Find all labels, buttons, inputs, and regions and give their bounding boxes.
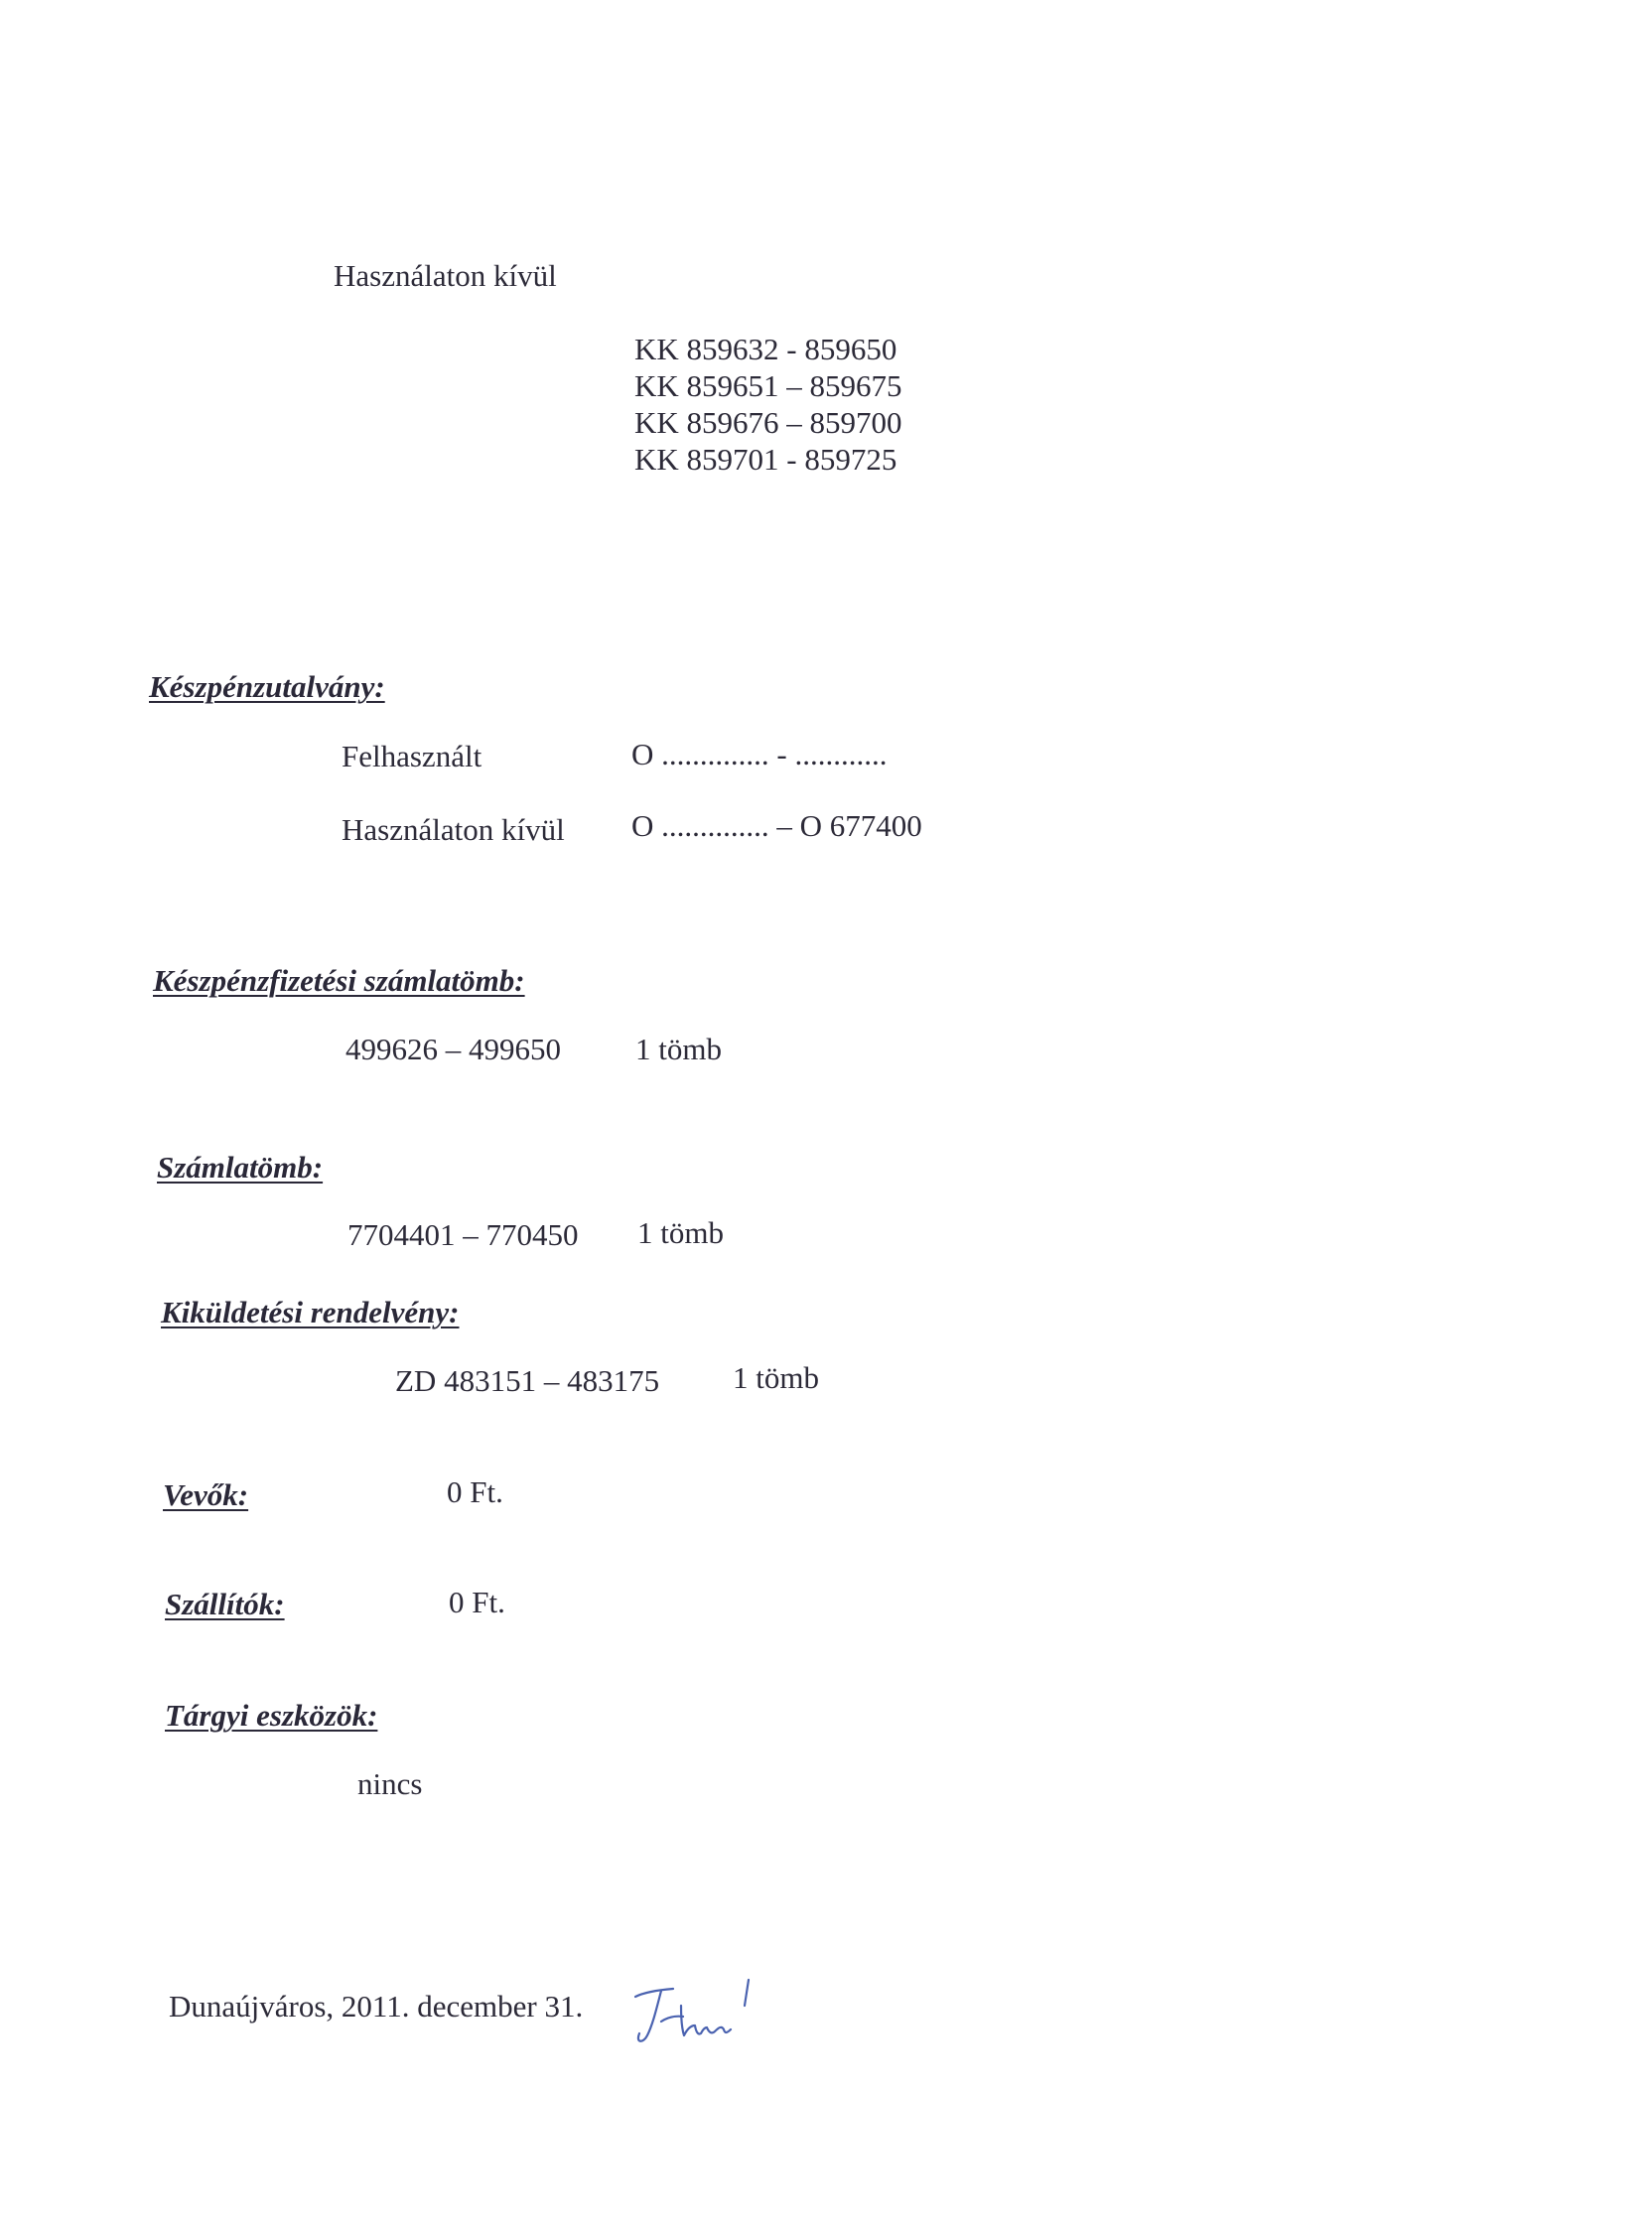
szamlatomb-count: 1 tömb	[637, 1215, 724, 1250]
keszpenzfizetesi-range: 499626 – 499650	[345, 1032, 561, 1066]
section-title-keszpenzutalvany: Készpénzutalvány:	[149, 669, 385, 704]
section-title-targyi-eszkozok: Tárgyi eszközök:	[165, 1698, 378, 1733]
targyi-value: nincs	[357, 1766, 423, 1801]
hasznalaton-kivul-value: O .............. – O 677400	[631, 808, 922, 843]
hasznalaton-kivul-label: Használaton kívül	[342, 812, 565, 847]
section-title-kikuldetesi-rendelveny: Kiküldetési rendelvény:	[161, 1295, 460, 1329]
kk-range-list	[634, 331, 902, 478]
szamlatomb-range: 7704401 – 770450	[347, 1217, 579, 1252]
section-title-keszpenzfizetesi-szamlatomb: Készpénzfizetési számlatömb:	[153, 963, 525, 998]
kk-range-item: KK 859651 – 859675	[634, 368, 902, 403]
kk-range-item: KK 859701 - 859725	[634, 442, 897, 477]
handwritten-signature	[631, 1976, 760, 2051]
szallitok-value: 0 Ft.	[449, 1585, 505, 1619]
felhasznalt-value: O .............. - ............	[631, 737, 888, 771]
felhasznalt-label: Felhasznált	[342, 739, 482, 773]
section-title-vevok: Vevők:	[163, 1477, 249, 1512]
place-and-date: Dunaújváros, 2011. december 31.	[169, 1989, 584, 2024]
kk-range-item: KK 859676 – 859700	[634, 405, 902, 440]
kikuldetesi-range: ZD 483151 – 483175	[395, 1363, 660, 1398]
section-title-szallitok: Szállítók:	[165, 1587, 285, 1621]
keszpenzfizetesi-count: 1 tömb	[635, 1032, 722, 1066]
heading-hasznalaton-kivul: Használaton kívül	[334, 258, 557, 293]
section-title-szamlatomb: Számlatömb:	[157, 1150, 324, 1185]
vevok-value: 0 Ft.	[447, 1474, 503, 1509]
kk-range-item: KK 859632 - 859650	[634, 332, 897, 366]
kikuldetesi-count: 1 tömb	[733, 1360, 819, 1395]
